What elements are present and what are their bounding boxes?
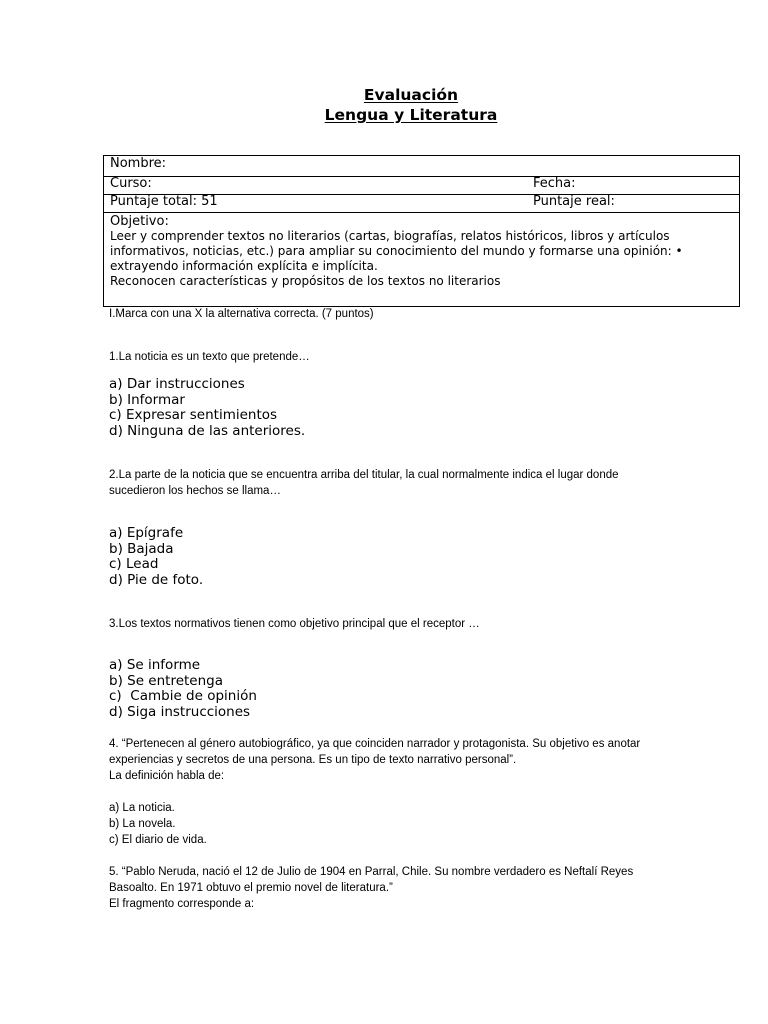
option: a) La noticia.	[109, 802, 175, 814]
objetivo-line: extrayendo información explícita e implícita.	[110, 259, 378, 273]
option: b) Bajada	[109, 540, 174, 557]
option: b) La novela.	[109, 818, 176, 830]
question-line: 5. “Pablo Neruda, nació el 12 de Julio de 1904 en Parral, Chile. Su nombre verdadero es Neftalí Reyes	[109, 866, 634, 878]
question-line: La definición habla de:	[109, 770, 225, 782]
option: c) Cambie de opinión	[109, 688, 257, 705]
option: b) Informar	[109, 391, 185, 408]
row-puntaje	[104, 194, 739, 213]
puntaje-real-label: Puntaje real:	[533, 194, 615, 209]
option: c) El diario de vida.	[109, 834, 207, 846]
question-4	[109, 736, 729, 784]
question-1: 1.La noticia es un texto que pretende…	[109, 351, 310, 363]
question-4-options	[109, 800, 207, 848]
option: b) Se entretenga	[109, 672, 224, 689]
question-line: El fragmento corresponde a:	[109, 898, 255, 910]
question-line: 2.La parte de la noticia que se encuentra arriba del titular, la cual normalmente indica el lugar donde	[109, 469, 619, 481]
question-line: 4. “Pertenecen al género autobiográfico, ya que coinciden narrador y protagonista. Su objetivo es anotar	[109, 738, 641, 750]
option: d) Siga instrucciones	[109, 703, 251, 720]
nombre-label: Nombre:	[110, 156, 167, 171]
objetivo-block	[110, 214, 733, 289]
objetivo-line: Leer y comprender textos no literarios (cartas, biografías, relatos históricos, libros y artículos	[110, 229, 670, 243]
student-info-table	[103, 155, 740, 307]
curso-label: Curso:	[110, 176, 152, 191]
question-3-options	[109, 658, 257, 720]
option: a) Se informe	[109, 657, 201, 673]
option: a) Epígrafe	[109, 525, 184, 541]
option: d) Pie de foto.	[109, 571, 204, 588]
option: c) Expresar sentimientos	[109, 407, 278, 424]
page-subtitle: Lengua y Literatura	[324, 106, 498, 124]
puntaje-total-label: Puntaje total: 51	[110, 194, 218, 209]
question-2	[109, 467, 729, 499]
question-2-options	[109, 526, 203, 588]
option: d) Ninguna de las anteriores.	[109, 422, 306, 439]
page-title: Evaluación	[363, 86, 459, 104]
question-line: Basoalto. En 1971 obtuvo el premio novel de literatura.”	[109, 882, 393, 894]
question-1-options	[109, 377, 305, 439]
objetivo-label: Objetivo:	[110, 214, 169, 229]
question-3: 3.Los textos normativos tienen como objetivo principal que el receptor …	[109, 618, 480, 630]
section-instruction: I.Marca con una X la alternativa correcta. (7 puntos)	[109, 308, 374, 320]
question-5	[109, 864, 729, 912]
objetivo-line: informativos, noticias, etc.) para ampliar su conocimiento del mundo y formarse una opinión: •	[110, 244, 683, 258]
option: c) Lead	[109, 556, 159, 573]
fecha-label: Fecha:	[533, 176, 576, 191]
question-line: sucedieron los hechos se llama…	[109, 485, 281, 497]
row-nombre	[104, 156, 739, 177]
question-line: experiencias y secretos de una persona. Es un tipo de texto narrativo personal”.	[109, 754, 517, 766]
row-curso	[104, 176, 739, 195]
option: a) Dar instrucciones	[109, 376, 245, 392]
objetivo-line: Reconocen características y propósitos de los textos no literarios	[110, 274, 501, 288]
